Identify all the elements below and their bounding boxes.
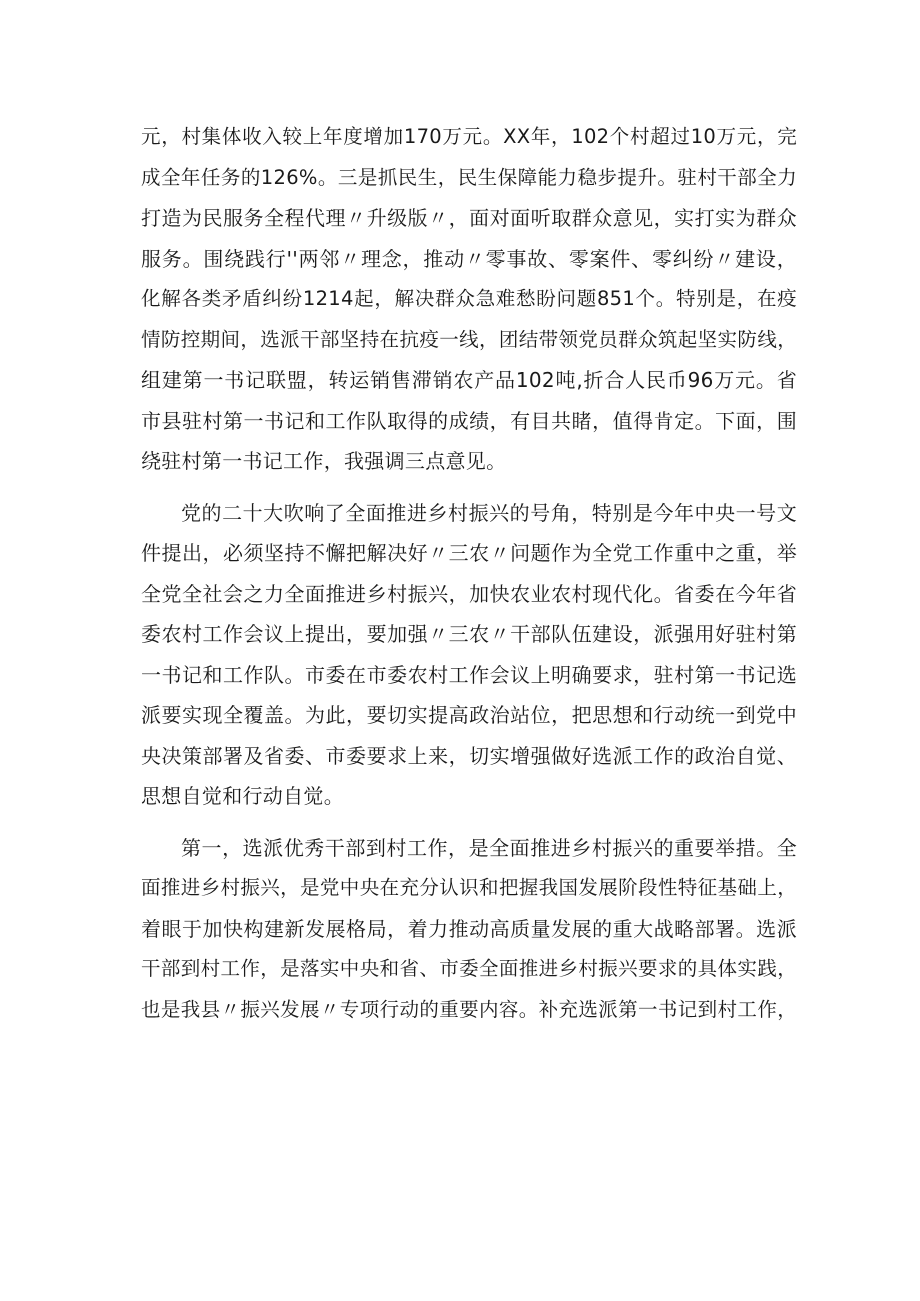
text-line: 化解各类矛盾纠纷1214起，解决群众急难愁盼问题851个。特别是，在疫 [141, 287, 797, 310]
text-line: 全党全社会之力全面推进乡村振兴，加快农业农村现代化。省委在今年省 [141, 581, 797, 606]
paragraph-1 [141, 117, 797, 482]
text-line: 着眼于加快构建新发展格局，着力推动高质量发展的重大战略部署。选派 [141, 916, 797, 941]
text-line: 央决策部署及省委、市委要求上来，切实增强做好选派工作的政治自觉、 [141, 743, 797, 768]
text-line: 服务。围绕践行''两邻〃理念，推动〃零事故、零案件、零纠纷〃建设， [141, 246, 797, 271]
text-line: 党的二十大吹响了全面推进乡村振兴的号角，特别是今年中央一号文 [181, 500, 797, 525]
text-line: 市县驻村第一书记和工作队取得的成绩，有目共睹，值得肯定。下面，围 [141, 408, 797, 433]
text-line: 也是我县〃振兴发展〃专项行动的重要内容。补充选派第一书记到村工作， [141, 997, 797, 1021]
text-line: 组建第一书记联盟，转运销售滞销农产品102吨,折合人民币96万元。省 [141, 368, 797, 392]
text-line: 情防控期间，选派干部坚持在抗疫一线，团结带领党员群众筑起坚实防线， [141, 327, 797, 351]
paragraph-3 [141, 828, 797, 1031]
text-line: 元，村集体收入较上年度增加170万元。XX年，102个村超过10万元，完 [141, 125, 797, 148]
text-line: 一书记和工作队。市委在市委农村工作会议上明确要求，驻村第一书记选 [141, 662, 797, 687]
text-line: 面推进乡村振兴，是党中央在充分认识和把握我国发展阶段性特征基础上， [141, 876, 797, 899]
text-line: 件提出，必须坚持不懈把解决好〃三农〃问题作为全党工作重中之重，举 [141, 541, 797, 565]
paragraph-2 [141, 493, 797, 817]
text-line: 第一，选派优秀干部到村工作，是全面推进乡村振兴的重要举措。全 [181, 835, 797, 860]
text-line: 委农村工作会议上提出，要加强〃三农〃干部队伍建设，派强用好驻村第 [141, 622, 797, 646]
text-line: 派要实现全覆盖。为此，要切实提高政治站位，把思想和行动统一到党中 [141, 703, 797, 727]
text-line: 干部到村工作，是落实中央和省、市委全面推进乡村振兴要求的具体实践， [141, 957, 797, 980]
text-line: 成全年任务的126%。三是抓民生，民生保障能力稳步提升。驻村干部全力 [141, 165, 797, 189]
text-line: 绕驻村第一书记工作，我强调三点意见。 [141, 449, 507, 473]
text-line: 思想自觉和行动自觉。 [141, 784, 344, 808]
document-body [141, 117, 797, 1030]
text-line: 打造为民服务全程代理〃升级版〃，面对面听取群众意见，实打实为群众 [141, 206, 797, 230]
